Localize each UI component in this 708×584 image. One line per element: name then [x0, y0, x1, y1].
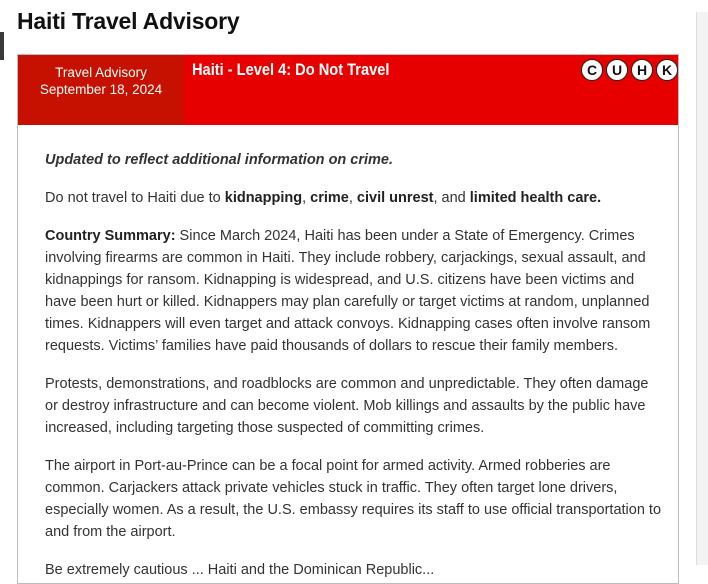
indicator-kidnapping-icon[interactable]: K: [656, 59, 678, 81]
risk-indicators: [581, 59, 678, 81]
indicator-crime-icon[interactable]: C: [581, 59, 603, 81]
advisory-body: [45, 149, 663, 584]
advisory-label: Travel Advisory: [55, 65, 147, 80]
airport-paragraph: The airport in Port-au-Prince can be a focal point for armed activity. Armed robberies are common. Carjackers attack private vehicles stuck in traffic. They often target lone drivers, especially women. As a result, the U.S. embassy requires its staff to use official transportation to and from the airport.: [45, 458, 662, 540]
advisory-banner: [18, 55, 679, 125]
left-edge-bar: [0, 32, 4, 60]
page-title: Haiti Travel Advisory: [17, 8, 240, 34]
vertical-scrollbar[interactable]: [696, 12, 708, 565]
protests-paragraph: Protests, demonstrations, and roadblocks are common and unpredictable. They often damage or destroy infrastructure and can become violent. Mob killings and assaults by the public have increased, including targeting those suspected of committing crimes.: [45, 376, 649, 436]
advisory-card: [17, 54, 679, 584]
indicator-unrest-icon[interactable]: U: [606, 59, 628, 81]
indicator-health-icon[interactable]: H: [631, 59, 653, 81]
truncated-paragraph: Be extremely cautious ... Haiti and the Dominican Republic...: [45, 562, 435, 578]
advisory-date: September 18, 2024: [39, 82, 163, 97]
advisory-level-title: Haiti - Level 4: Do Not Travel: [192, 60, 390, 79]
country-summary-paragraph: Country Summary: Since March 2024, Haiti has been under a State of Emergency. Crimes involving firearms are common in Haiti. They include robbery, carjackings, sexual assault, and kidnappings for ransom. Kidnapping is widespread, and U.S. citizens have been victims and have been hurt or killed. Kidnappers may plan carefully or target victims at random, unplanned times. Kidnappers will even target and attack convoys. Kidnapping cases often involve ransom requests. Victims’ families have paid thousands of dollars to rescue their family members.: [45, 228, 651, 354]
advisory-date-block: [18, 55, 184, 125]
country-summary-label: Country Summary:: [45, 228, 176, 244]
updated-note: Updated to reflect additional information on crime.: [45, 152, 394, 168]
do-not-travel-paragraph: Do not travel to Haiti due to kidnapping, crime, civil unrest, and limited health care.: [45, 190, 602, 206]
